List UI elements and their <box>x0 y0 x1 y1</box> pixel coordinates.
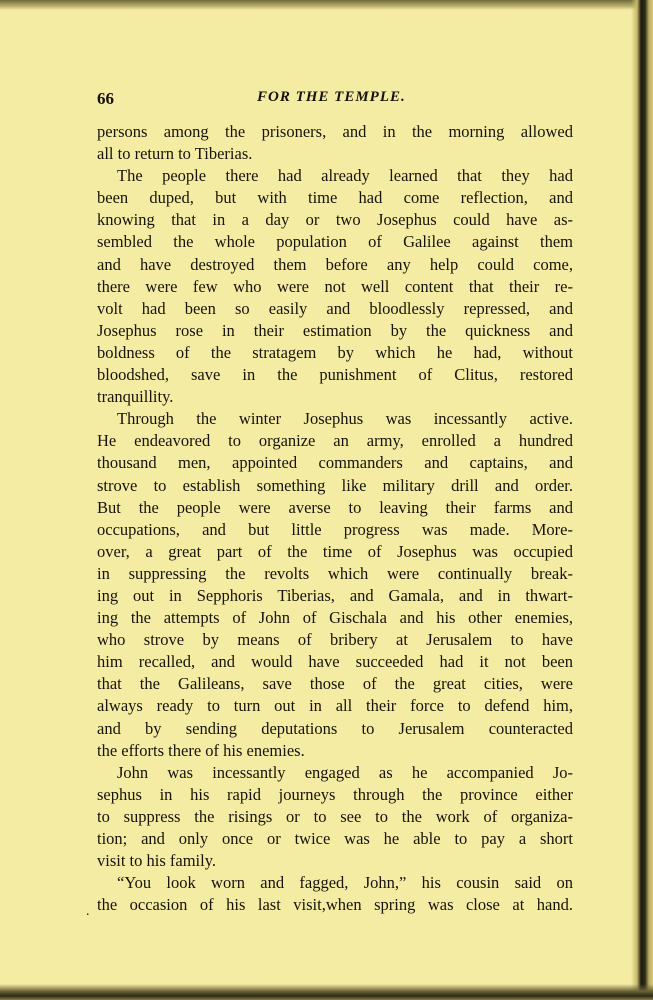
text-line: John was incessantly engaged as he accompanied Jo- <box>117 762 573 782</box>
book-binding-edge <box>631 0 653 1000</box>
text-line: that the Galileans, save those of the great cities, were <box>97 674 573 694</box>
body-text <box>97 121 573 916</box>
text-line: over, a great part of the time of Josephus was occupied <box>97 541 573 561</box>
text-line: The people there had already learned that they had <box>117 166 573 186</box>
text-line: to suppress the risings or to see to the work of organiza- <box>97 806 573 826</box>
text-line: thousand men, appointed commanders and captains, and <box>97 453 573 473</box>
text-line: the efforts there of his enemies. <box>97 740 305 760</box>
text-line: volt had been so easily and bloodlessly repressed, and <box>97 298 573 318</box>
page-top-edge <box>0 0 653 10</box>
text-line: bloodshed, save in the punishment of Clitus, restored <box>97 365 573 385</box>
text-line: been duped, but with time had come reflection, and <box>97 188 573 208</box>
text-line: ing out in Sepphoris Tiberias, and Gamala, and in thwart- <box>97 585 573 605</box>
page-bottom-edge <box>0 984 653 1000</box>
text-line: the occasion of his last visit,when spring was close at hand. <box>97 895 573 915</box>
text-line: strove to establish something like military drill and order. <box>97 475 573 495</box>
text-line: and by sending deputations to Jerusalem counteracted <box>97 718 573 738</box>
text-line: all to return to Tiberias. <box>97 144 253 164</box>
text-line: Josephus rose in their estimation by the quickness and <box>97 320 573 340</box>
text-line: persons among the prisoners, and in the morning allowed <box>97 122 573 141</box>
text-line: boldness of the stratagem by which he had, without <box>97 342 573 362</box>
text-line: tion; and only once or twice was he able to pay a short <box>97 829 573 848</box>
page-header <box>97 89 573 111</box>
text-line: “You look worn and fagged, John,” his cousin said on <box>117 873 573 893</box>
text-line: ing the attempts of John of Gischala and his other enemies, <box>97 608 573 628</box>
text-line: in suppressing the revolts which were continually break- <box>97 563 573 583</box>
text-line: always ready to turn out in all their force to defend him, <box>97 696 573 716</box>
running-title: FOR THE TEMPLE. <box>257 89 406 105</box>
text-line: But the people were averse to leaving their farms and <box>97 497 573 517</box>
text-line: him recalled, and would have succeeded had it not been <box>97 652 573 672</box>
text-line: knowing that in a day or two Josephus could have as- <box>97 210 573 230</box>
text-line: sephus in his rapid journeys through the province either <box>97 784 573 804</box>
text-line: and have destroyed them before any help could come, <box>97 254 573 274</box>
text-line: tranquillity. <box>97 387 174 407</box>
text-line: visit to his family. <box>97 851 217 871</box>
text-line: who strove by means of bribery at Jerusalem to have <box>97 630 573 650</box>
text-line: He endeavored to organize an army, enrolled a hundred <box>97 431 573 451</box>
text-line: sembled the whole population of Galilee against them <box>97 232 573 252</box>
text-line: occupations, and but little progress was made. More- <box>97 519 573 539</box>
text-line: Through the winter Josephus was incessantly active. <box>117 409 573 429</box>
text-line: there were few who were not well content that their re- <box>97 276 573 296</box>
page-number: 66 <box>97 89 114 108</box>
margin-mark: . <box>86 904 90 919</box>
